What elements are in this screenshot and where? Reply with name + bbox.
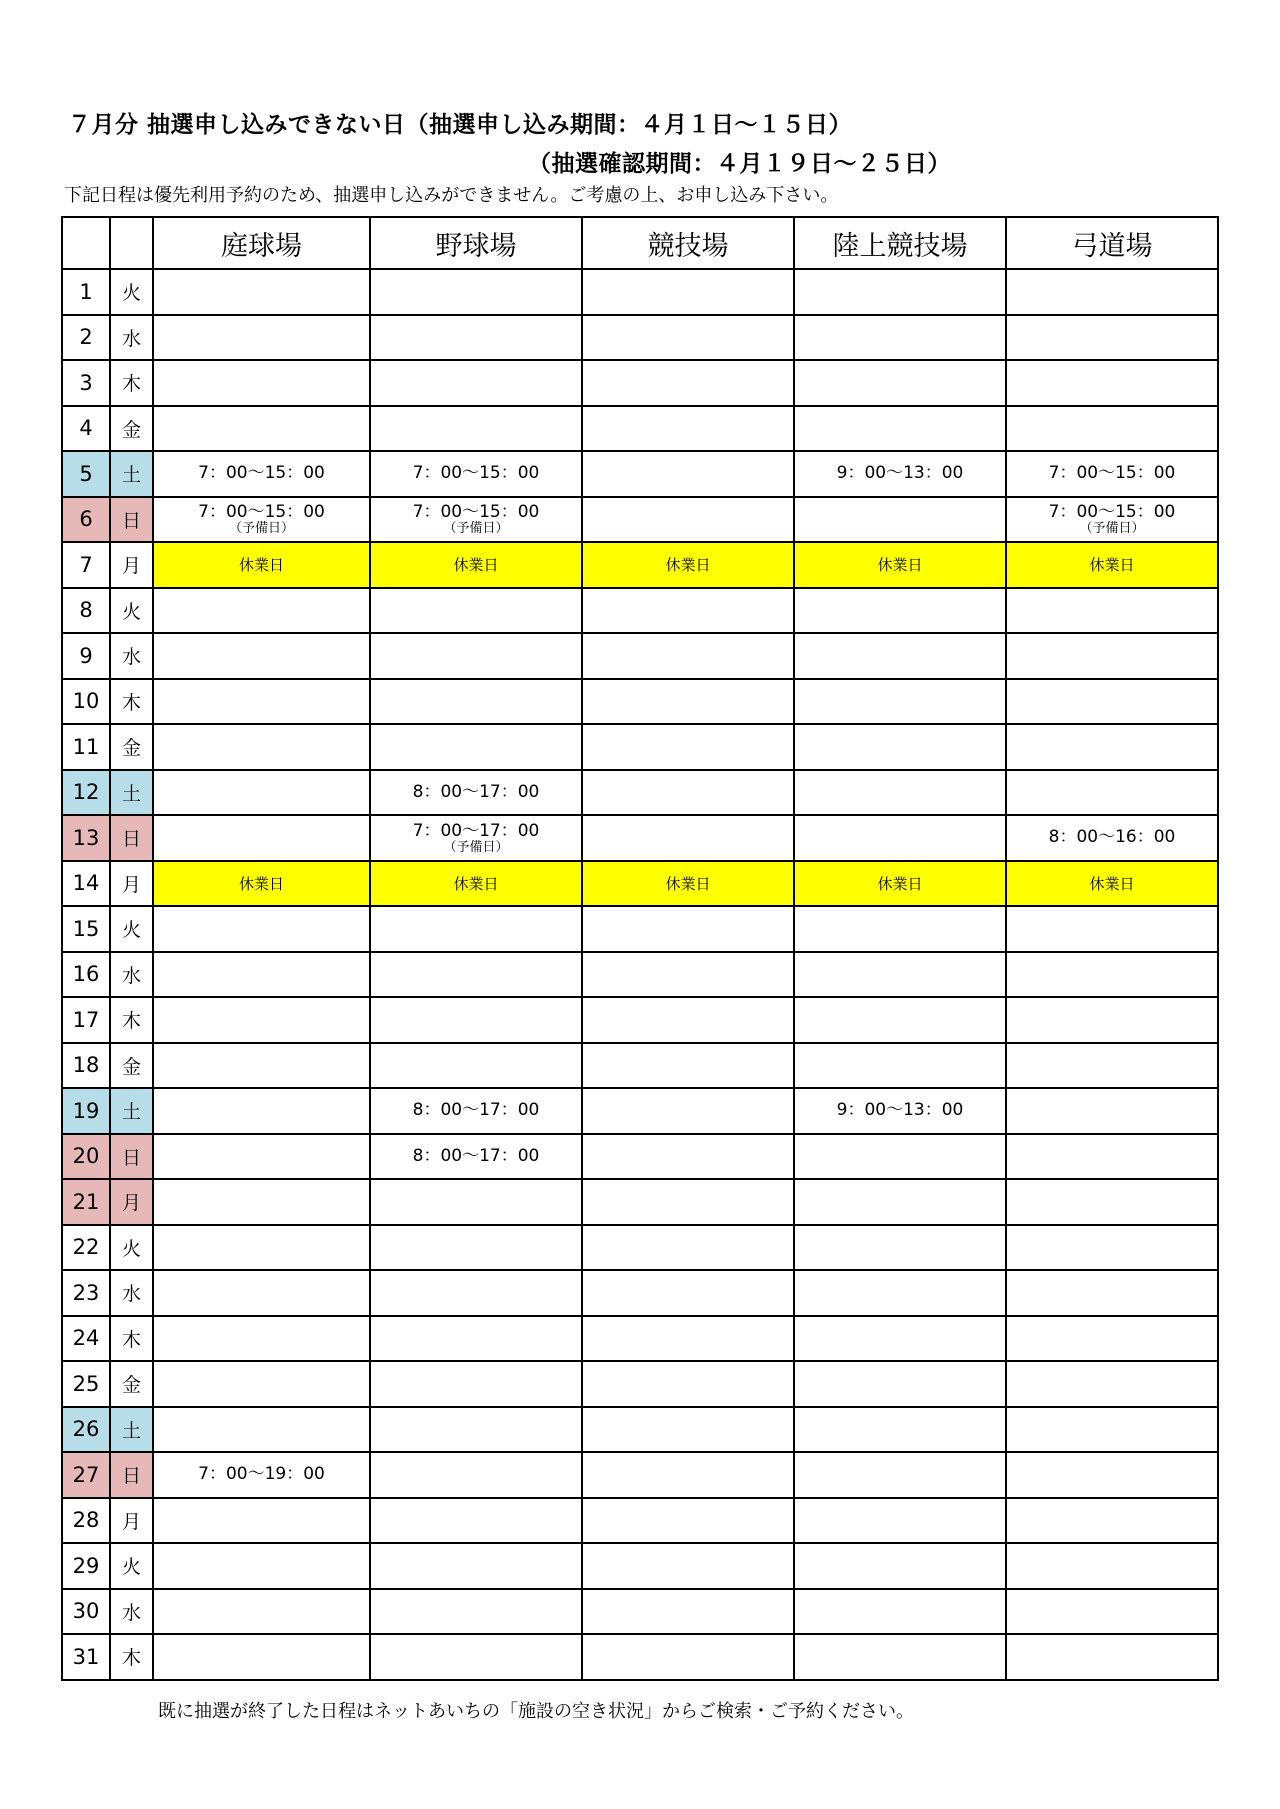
weekday-cell: 金 xyxy=(110,1043,153,1089)
cell-kyudo xyxy=(1006,815,1218,861)
weekday-cell: 木 xyxy=(110,1316,153,1362)
cell-stadium xyxy=(582,1134,794,1180)
table-row xyxy=(62,1225,1218,1271)
cell-baseball xyxy=(370,1134,582,1180)
cell-baseball xyxy=(370,1407,582,1453)
cell-stadium: 休業日 xyxy=(582,861,794,907)
cell-athletics xyxy=(794,406,1006,452)
header-athletics: 陸上競技場 xyxy=(794,217,1006,269)
cell-stadium xyxy=(582,1407,794,1453)
cell-athletics xyxy=(794,952,1006,998)
cell-stadium xyxy=(582,451,794,497)
cell-tennis xyxy=(153,1179,370,1225)
cell-baseball xyxy=(370,1589,582,1635)
cell-stadium xyxy=(582,1634,794,1680)
cell-tennis xyxy=(153,451,370,497)
cell-athletics: 休業日 xyxy=(794,861,1006,907)
time-range: 7：00～17：00 xyxy=(412,820,540,841)
cell-athletics xyxy=(794,1452,1006,1498)
cell-athletics xyxy=(794,679,1006,725)
table-row xyxy=(62,1452,1218,1498)
day-number: 21 xyxy=(62,1179,110,1225)
time-range: 7：00～15：00 xyxy=(412,463,540,484)
cell-athletics xyxy=(794,633,1006,679)
weekday-cell: 水 xyxy=(110,633,153,679)
weekday-cell: 月 xyxy=(110,1498,153,1544)
weekday-cell: 日 xyxy=(110,815,153,861)
cell-stadium xyxy=(582,679,794,725)
cell-baseball xyxy=(370,315,582,361)
cell-baseball xyxy=(370,1634,582,1680)
table-row xyxy=(62,1589,1218,1635)
cell-athletics xyxy=(794,1498,1006,1544)
cell-athletics xyxy=(794,360,1006,406)
table-row xyxy=(62,588,1218,634)
cell-athletics xyxy=(794,724,1006,770)
table-row xyxy=(62,1407,1218,1453)
weekday-cell: 水 xyxy=(110,315,153,361)
cell-stadium xyxy=(582,1589,794,1635)
table-row xyxy=(62,406,1218,452)
cell-stadium xyxy=(582,906,794,952)
cell-tennis xyxy=(153,1589,370,1635)
cell-tennis xyxy=(153,1634,370,1680)
cell-athletics xyxy=(794,497,1006,543)
cell-stadium xyxy=(582,1452,794,1498)
cell-baseball: 休業日 xyxy=(370,542,582,588)
cell-tennis xyxy=(153,1543,370,1589)
cell-kyudo xyxy=(1006,952,1218,998)
cell-tennis xyxy=(153,1316,370,1362)
time-range: 7：00～15：00 xyxy=(198,463,325,484)
weekday-cell: 木 xyxy=(110,1634,153,1680)
cell-baseball xyxy=(370,1452,582,1498)
table-row xyxy=(62,1179,1218,1225)
time-range: 8：00～17：00 xyxy=(412,1100,540,1121)
time-range: 8：00～17：00 xyxy=(412,1145,540,1166)
day-number: 15 xyxy=(62,906,110,952)
day-number: 8 xyxy=(62,588,110,634)
cell-kyudo xyxy=(1006,451,1218,497)
cell-athletics: 休業日 xyxy=(794,542,1006,588)
weekday-cell: 月 xyxy=(110,542,153,588)
cell-kyudo xyxy=(1006,1270,1218,1316)
cell-baseball xyxy=(370,633,582,679)
cell-athletics xyxy=(794,906,1006,952)
cell-kyudo xyxy=(1006,1589,1218,1635)
cell-tennis xyxy=(153,1498,370,1544)
weekday-cell: 土 xyxy=(110,451,153,497)
weekday-cell: 水 xyxy=(110,1270,153,1316)
table-row xyxy=(62,315,1218,361)
cell-kyudo xyxy=(1006,1543,1218,1589)
cell-baseball xyxy=(370,360,582,406)
cell-baseball xyxy=(370,1543,582,1589)
cell-kyudo xyxy=(1006,1043,1218,1089)
cell-kyudo xyxy=(1006,997,1218,1043)
cell-kyudo: 休業日 xyxy=(1006,861,1218,907)
day-number: 19 xyxy=(62,1088,110,1134)
day-number: 2 xyxy=(62,315,110,361)
table-row xyxy=(62,997,1218,1043)
cell-kyudo xyxy=(1006,1088,1218,1134)
cell-stadium xyxy=(582,1225,794,1271)
cell-stadium xyxy=(582,497,794,543)
cell-stadium xyxy=(582,1088,794,1134)
cell-baseball xyxy=(370,815,582,861)
cell-tennis xyxy=(153,315,370,361)
table-row xyxy=(62,1543,1218,1589)
time-range: 9：00～13：00 xyxy=(836,463,964,484)
cell-kyudo xyxy=(1006,588,1218,634)
header-weekday xyxy=(110,217,153,269)
cell-tennis xyxy=(153,679,370,725)
schedule-body xyxy=(62,269,1218,1680)
cell-baseball xyxy=(370,679,582,725)
cell-baseball xyxy=(370,997,582,1043)
day-number: 26 xyxy=(62,1407,110,1453)
cell-stadium xyxy=(582,269,794,315)
cell-stadium: 休業日 xyxy=(582,542,794,588)
cell-kyudo xyxy=(1006,1407,1218,1453)
cell-stadium xyxy=(582,315,794,361)
cell-baseball xyxy=(370,952,582,998)
table-row xyxy=(62,1134,1218,1180)
table-row xyxy=(62,1043,1218,1089)
cell-kyudo xyxy=(1006,1225,1218,1271)
reserve-day-note: （予備日） xyxy=(228,521,294,537)
cell-baseball xyxy=(370,406,582,452)
cell-tennis xyxy=(153,633,370,679)
day-number: 5 xyxy=(62,451,110,497)
weekday-cell: 木 xyxy=(110,997,153,1043)
cell-stadium xyxy=(582,1270,794,1316)
header-tennis: 庭球場 xyxy=(153,217,370,269)
cell-baseball xyxy=(370,1316,582,1362)
time-range: 8：00～16：00 xyxy=(1048,827,1176,848)
weekday-cell: 木 xyxy=(110,679,153,725)
cell-athletics xyxy=(794,770,1006,816)
table-row xyxy=(62,861,1218,907)
cell-stadium xyxy=(582,406,794,452)
header-kyudo: 弓道場 xyxy=(1006,217,1218,269)
weekday-cell: 火 xyxy=(110,906,153,952)
cell-tennis xyxy=(153,497,370,543)
cell-athletics xyxy=(794,1043,1006,1089)
schedule-table xyxy=(61,216,1219,1681)
cell-tennis xyxy=(153,1361,370,1407)
cell-baseball xyxy=(370,269,582,315)
cell-athletics xyxy=(794,997,1006,1043)
cell-athletics xyxy=(794,451,1006,497)
day-number: 23 xyxy=(62,1270,110,1316)
cell-tennis xyxy=(153,588,370,634)
cell-baseball xyxy=(370,1225,582,1271)
weekday-cell: 土 xyxy=(110,1088,153,1134)
day-number: 17 xyxy=(62,997,110,1043)
cell-tennis: 休業日 xyxy=(153,861,370,907)
cell-baseball xyxy=(370,451,582,497)
table-row xyxy=(62,1361,1218,1407)
cell-athletics xyxy=(794,815,1006,861)
cell-stadium xyxy=(582,633,794,679)
day-number: 4 xyxy=(62,406,110,452)
weekday-cell: 土 xyxy=(110,770,153,816)
cell-tennis xyxy=(153,724,370,770)
day-number: 29 xyxy=(62,1543,110,1589)
time-range: 7：00～15：00 xyxy=(1048,502,1176,523)
day-number: 20 xyxy=(62,1134,110,1180)
weekday-cell: 木 xyxy=(110,360,153,406)
cell-tennis xyxy=(153,1407,370,1453)
cell-athletics xyxy=(794,1589,1006,1635)
cell-kyudo xyxy=(1006,1361,1218,1407)
weekday-cell: 日 xyxy=(110,497,153,543)
weekday-cell: 月 xyxy=(110,1179,153,1225)
cell-athletics xyxy=(794,1270,1006,1316)
cell-tennis xyxy=(153,1043,370,1089)
cell-tennis xyxy=(153,952,370,998)
cell-kyudo xyxy=(1006,406,1218,452)
cell-baseball xyxy=(370,588,582,634)
cell-tennis xyxy=(153,1225,370,1271)
cell-athletics xyxy=(794,1361,1006,1407)
footer-note: 既に抽選が終了した日程はネットあいちの「施設の空き状況」からご検索・ご予約ください。 xyxy=(158,1701,914,1722)
cell-tennis xyxy=(153,906,370,952)
table-row xyxy=(62,360,1218,406)
time-range: 7：00～19：00 xyxy=(198,1464,325,1485)
cell-kyudo xyxy=(1006,906,1218,952)
cell-kyudo xyxy=(1006,1634,1218,1680)
day-number: 14 xyxy=(62,861,110,907)
table-row xyxy=(62,269,1218,315)
cell-stadium xyxy=(582,1361,794,1407)
time-range: 7：00～15：00 xyxy=(412,502,540,523)
cell-stadium xyxy=(582,1179,794,1225)
weekday-cell: 土 xyxy=(110,1407,153,1453)
cell-stadium xyxy=(582,1043,794,1089)
day-number: 18 xyxy=(62,1043,110,1089)
weekday-cell: 火 xyxy=(110,588,153,634)
table-header-row xyxy=(62,217,1218,269)
cell-athletics xyxy=(794,588,1006,634)
day-number: 9 xyxy=(62,633,110,679)
day-number: 6 xyxy=(62,497,110,543)
table-row xyxy=(62,906,1218,952)
reserve-day-note: （予備日） xyxy=(443,839,509,855)
cell-tennis xyxy=(153,1088,370,1134)
weekday-cell: 水 xyxy=(110,952,153,998)
cell-tennis xyxy=(153,770,370,816)
cell-baseball xyxy=(370,1043,582,1089)
cell-baseball: 休業日 xyxy=(370,861,582,907)
reserve-day-note: （予備日） xyxy=(1079,521,1145,537)
cell-kyudo xyxy=(1006,269,1218,315)
cell-kyudo xyxy=(1006,1498,1218,1544)
cell-tennis xyxy=(153,997,370,1043)
day-number: 30 xyxy=(62,1589,110,1635)
cell-athletics xyxy=(794,1316,1006,1362)
time-range: 9：00～13：00 xyxy=(836,1100,964,1121)
cell-tennis xyxy=(153,360,370,406)
cell-stadium xyxy=(582,952,794,998)
cell-baseball xyxy=(370,724,582,770)
cell-tennis xyxy=(153,269,370,315)
cell-athletics xyxy=(794,1407,1006,1453)
cell-baseball xyxy=(370,1179,582,1225)
cell-tennis xyxy=(153,1270,370,1316)
cell-kyudo: 休業日 xyxy=(1006,542,1218,588)
cell-tennis xyxy=(153,406,370,452)
weekday-cell: 金 xyxy=(110,724,153,770)
cell-kyudo xyxy=(1006,1179,1218,1225)
cell-kyudo xyxy=(1006,679,1218,725)
weekday-cell: 金 xyxy=(110,406,153,452)
cell-baseball xyxy=(370,497,582,543)
day-number: 11 xyxy=(62,724,110,770)
weekday-cell: 水 xyxy=(110,1589,153,1635)
day-number: 27 xyxy=(62,1452,110,1498)
cell-baseball xyxy=(370,1088,582,1134)
cell-kyudo xyxy=(1006,633,1218,679)
reserve-day-note: （予備日） xyxy=(443,521,509,537)
cell-baseball xyxy=(370,770,582,816)
table-row xyxy=(62,1316,1218,1362)
table-row xyxy=(62,451,1218,497)
table-row xyxy=(62,815,1218,861)
cell-kyudo xyxy=(1006,1134,1218,1180)
cell-stadium xyxy=(582,588,794,634)
cell-kyudo xyxy=(1006,1316,1218,1362)
header-baseball: 野球場 xyxy=(370,217,582,269)
header-day xyxy=(62,217,110,269)
cell-stadium xyxy=(582,770,794,816)
day-number: 16 xyxy=(62,952,110,998)
day-number: 28 xyxy=(62,1498,110,1544)
cell-athletics xyxy=(794,1088,1006,1134)
cell-athletics xyxy=(794,1634,1006,1680)
table-row xyxy=(62,1088,1218,1134)
table-row xyxy=(62,679,1218,725)
table-row xyxy=(62,1270,1218,1316)
cell-kyudo xyxy=(1006,770,1218,816)
cell-stadium xyxy=(582,360,794,406)
cell-athletics xyxy=(794,1134,1006,1180)
cell-kyudo xyxy=(1006,724,1218,770)
weekday-cell: 火 xyxy=(110,1543,153,1589)
cell-athletics xyxy=(794,269,1006,315)
cell-stadium xyxy=(582,815,794,861)
day-number: 12 xyxy=(62,770,110,816)
cell-stadium xyxy=(582,1543,794,1589)
cell-stadium xyxy=(582,1316,794,1362)
cell-tennis: 休業日 xyxy=(153,542,370,588)
weekday-cell: 日 xyxy=(110,1452,153,1498)
cell-kyudo xyxy=(1006,360,1218,406)
weekday-cell: 月 xyxy=(110,861,153,907)
cell-athletics xyxy=(794,315,1006,361)
time-range: 8：00～17：00 xyxy=(412,781,540,802)
day-number: 3 xyxy=(62,360,110,406)
day-number: 24 xyxy=(62,1316,110,1362)
day-number: 25 xyxy=(62,1361,110,1407)
table-row xyxy=(62,1634,1218,1680)
table-row xyxy=(62,1498,1218,1544)
table-row xyxy=(62,497,1218,543)
cell-kyudo xyxy=(1006,497,1218,543)
time-range: 7：00～15：00 xyxy=(1048,463,1176,484)
table-row xyxy=(62,542,1218,588)
cell-tennis xyxy=(153,1452,370,1498)
table-row xyxy=(62,952,1218,998)
cell-athletics xyxy=(794,1179,1006,1225)
day-number: 31 xyxy=(62,1634,110,1680)
table-row xyxy=(62,724,1218,770)
day-number: 13 xyxy=(62,815,110,861)
weekday-cell: 火 xyxy=(110,1225,153,1271)
cell-tennis xyxy=(153,1134,370,1180)
cell-stadium xyxy=(582,997,794,1043)
cell-baseball xyxy=(370,1270,582,1316)
cell-kyudo xyxy=(1006,315,1218,361)
cell-baseball xyxy=(370,1361,582,1407)
weekday-cell: 火 xyxy=(110,269,153,315)
cell-kyudo xyxy=(1006,1452,1218,1498)
cell-baseball xyxy=(370,906,582,952)
weekday-cell: 金 xyxy=(110,1361,153,1407)
day-number: 1 xyxy=(62,269,110,315)
day-number: 7 xyxy=(62,542,110,588)
cell-stadium xyxy=(582,724,794,770)
table-row xyxy=(62,633,1218,679)
weekday-cell: 日 xyxy=(110,1134,153,1180)
table-row xyxy=(62,770,1218,816)
cell-tennis xyxy=(153,815,370,861)
header-note: 下記日程は優先利用予約のため、抽選申し込みができません。ご考慮の上、お申し込み下さい。 xyxy=(64,185,839,206)
page-subtitle: （抽選確認期間：４月１９日～２５日） xyxy=(528,151,951,177)
cell-athletics xyxy=(794,1225,1006,1271)
day-number: 22 xyxy=(62,1225,110,1271)
time-range: 7：00～15：00 xyxy=(198,502,325,523)
header-stadium: 競技場 xyxy=(582,217,794,269)
cell-athletics xyxy=(794,1543,1006,1589)
day-number: 10 xyxy=(62,679,110,725)
page-title: ７月分 抽選申し込みできない日（抽選申し込み期間：４月１日～１５日） xyxy=(68,112,853,138)
cell-stadium xyxy=(582,1498,794,1544)
cell-baseball xyxy=(370,1498,582,1544)
